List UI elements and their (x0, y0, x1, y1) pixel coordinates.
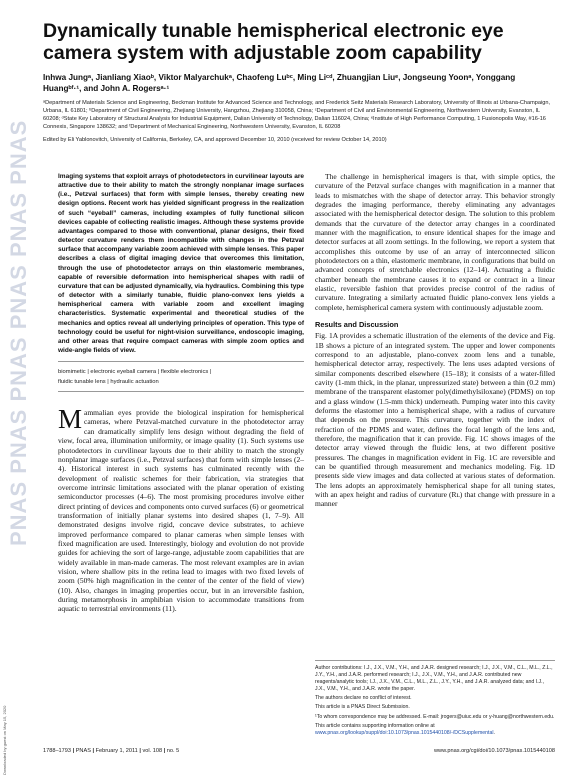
edited-by-line: Edited by Eli Yablonovitch, University of California, Berkeley, CA, and approved December 10, 2010 (received for review October 14, 2010) (43, 137, 387, 143)
abstract: Imaging systems that exploit arrays of photodetectors in curvilinear layouts are attractive due to their ability to match the strongly nonplanar image surfaces (i.e., Petzval surfaces) that form with simple lenses, thereby creating new design options. Recent work has yielded significant progress in the realization of such “eyeball” cameras, including examples of fully functional silicon devices capable of collecting realistic images. Although these systems provide advantages compared to those with conventional, planar designs, their fixed detector curvature renders them incompatible with changes in the Petzval surface that accompany variable zoom achieved with simple lenses. This paper describes a class of digital imaging device that overcomes this limitation, through the use of photodetector arrays on thin elastomeric membranes, capable of reversible deformation into hemispherical shapes with radii of curvature that can be adjusted dynamically, via hydraulics. Combining this type of detector with a similarly tunable, fluidic plano-convex lens yields a hemispherical camera with variable zoom and excellent imaging characteristics. Systematic experimental and theoretical studies of the mechanics and optics reveal all underlying principles of operation. This type of technology could be useful for night-vision surveillance, endoscopic imaging, and other areas that require compact cameras with simple zoom optics and wide-angle fields of view. (58, 173, 304, 354)
drop-cap: M (58, 404, 83, 435)
footer-doi-link[interactable]: www.pnas.org/cgi/doi/10.1073/pnas.1015440108 (434, 748, 555, 754)
author-list: Inhwa Jungᵃ, Jianliang Xiaoᵇ, Viktor Malyarchukᵃ, Chaofeng Luᵇᶜ, Ming Liᶜᵈ, Zhuangjian Liuᵉ, Jongseung Yoonᵃ, Yonggang Huangᵇᶠ·¹, and John A. Rogersᵃ·¹ (43, 73, 516, 93)
footnotes (315, 660, 555, 739)
footer-journal: PNAS (75, 748, 91, 754)
footer-date: February 1, 2011 (95, 748, 138, 754)
direct-submission-note: This article is a PNAS Direct Submission. (315, 704, 410, 711)
conflict-statement: The authors declare no conflict of interest. (315, 695, 412, 702)
author-contributions: Author contributions: I.J., J.X., V.M., Y.H., and J.A.R. designed research; I.J., J.X., V.M., C.L., M.L., Z.L., J.Y., Y.H., and J.A.R. performed research; I.J., J.X., V.M., Y.H., and J.A.R. contributed new reagents/analytic tools; I.J., J.X., V.M., C.L., M.L., Z.L., J.Y., Y.H., and J.A.R. analyzed data; and I.J., J.X., V.M., Y.H., and J.A.R. wrote the paper. (315, 665, 553, 693)
supporting-info (315, 723, 555, 737)
correspondence-note: ¹To whom correspondence may be addressed. E-mail: jrogers@uiuc.edu or y-huang@northwestern.edu. (315, 713, 555, 720)
download-note: Downloaded by guest on May 15, 2020 (2, 705, 7, 775)
supporting-info-suffix: . (493, 729, 495, 736)
affiliations: ᵃDepartment of Materials Science and Engineering, Beckman Institute for Advanced Science and Technology, and Frederick Seitz Materials Research Laboratory, University of Illinois at Urbana-Champaign, Urbana, IL 61801; ᵇDepartment of Civil Engineering, Zhejiang University, Hangzhou, Zhejiang 310058, China; ᶜDepartment of Civil and Environmental Engineering, Northwestern University, Evanston, IL 60208; ᵈState Key Laboratory of Structural Analysis for Industrial Equipment, Dalian University of Technology, Dalian 116024, China; ᵉInstitute of High Performance Computing, 1 Fusionopolis Way, #16-16 Connexis, Singapore 138632; and ᶠDepartment of Mechanical Engineering, Northwestern University, Evanston, IL 60208 (43, 100, 551, 130)
supporting-info-link[interactable]: www.pnas.org/lookup/suppl/doi:10.1073/pnas.1015440108/-/DCSupplemental (315, 729, 494, 736)
introduction (58, 404, 304, 614)
right-column (315, 172, 555, 509)
footer-volume: vol. 108 (142, 748, 163, 754)
page-footer (43, 748, 555, 754)
footer-pages: 1788–1793 (43, 748, 71, 754)
article-header (43, 20, 555, 144)
keywords-line-2: fluidic tunable lens | hydraulic actuation (58, 379, 159, 386)
keywords-line-1: biomimetic | electronic eyeball camera | flexible electronics | (58, 369, 212, 376)
intro-paragraph: ammalian eyes provide the biological inspiration for hemispherical cameras, where Petzval-matched curvature in the photodetector array can dramatically simplify lens design without degrading the field of view, focal area, illumination uniformity, or image quality (1). Such systems use photodetectors in curvilinear layouts due to their ability to match the strongly nonplanar image surfaces (i.e., Petzval surfaces) that form with simple lenses (2–4). Historical interest in such systems has culminated recently with the development of realistic schemes for their fabrication, via strategies that overcome intrinsic limitations associated with the planar operation of existing semiconductor processes (4–6). The most promising procedures involve either direct printing of devices and components onto curved surfaces (6) or geometrical transformation of initially planar systems into desired shapes (1, 7–9). All demonstrated designs involve rigid, concave device substrates, to achieve improved performance compared to planar cameras when simple lenses with fixed magnification are used. Interestingly, biology and evolution do not provide guides for achieving the sort of large-range, adjustable zoom capabilities that are widely available in man-made cameras. The most relevant examples are in avian vision, where shallow pits in the retina lead to images with two fixed levels of zoom (50% high magnification in the center of the center of the field of view) (10). Also, changes in imaging properties occur, but in an irreversible fashion, during metamorphosis in amphibian vision to accommodate transitions from aquatic to terrestrial environments (11). (58, 408, 304, 614)
results-heading: Results and Discussion (315, 320, 399, 330)
article-title: Dynamically tunable hemispherical electronic eye camera system with adjustable zoom capability (43, 20, 504, 64)
supporting-info-prefix: This article contains supporting information online at (315, 722, 435, 729)
left-column (58, 172, 304, 614)
results-paragraph: Fig. 1A provides a schematic illustration of the elements of the device and Fig. 1B shows a picture of an integrated system. The upper and lower components correspond to an adjustable, plano-convex zoom lens and a tunable, hemispherical detector array, respectively. The lens uses adapted versions of similar components described elsewhere (15–18); it consists of a water-filled cavity (1-mm thick, in the planar, unpressurized state) between a thin (0.2 mm) membrane of the transparent elastomer poly(dimethylsiloxane) (PDMS) on top and a glass window (1.5-mm thick) underneath. Pumping water into this cavity deforms the elastomer into a hemispherical shape, with a radius of curvature that depends on the pressure. This curvature, together with the index of refraction of the PDMS and water, defines the focal length of the lens and, therefore, the magnification that it can provide. Fig. 1C shows images of the detector array viewed through the fluidic lens, at two different positive pressures. The changes in magnification evident in Fig. 1C are reversible and can be quantified through measurement and mechanics modeling. Fig. 1D presents side view images and data collected at various states of deformation. The lens adopts an approximately hemispherical shape for all tuning states, with an apex height and radius of curvature (Rʟ) that change with pressure in a manner (315, 331, 555, 509)
keywords-divider (58, 391, 304, 392)
footer-issue: no. 5 (166, 748, 180, 754)
keywords (58, 361, 304, 387)
footer-citation: 1788–1793 | PNAS | February 1, 2011 | vol. 108 | no. 5 (43, 748, 180, 754)
pnas-watermark (6, 120, 31, 590)
pnas-watermark-text: PNAS PNAS PNAS PNAS PNAS PNAS (6, 120, 31, 547)
right-intro-paragraph: The challenge in hemispherical imagers is that, with simple optics, the curvature of the Petzval surface changes with magnification in a manner that leads to mismatches with the shape of detector array. This behavior strongly degrades the imaging performance, thereby eliminating any advantages associated with the hemispherical detector design. The solution to this problem demands that the curvature of the detector array changes in a coordinated manner with the magnification, to ensure identical shapes for the image and detector surfaces at all zoom settings. In the following, we report a system that accomplishes this outcome by use of an array of interconnected silicon photodetectors on a thin, elastomeric membrane, in configurations that build on advanced concepts of stretchable electronics (12–14). Actuating a fluidic chamber beneath the membrane causes it to expand or contract in a linear elastic, reversible fashion that provides precise control of the radius of curvature. Integrating a similarly actuated fluidic plano-convex lens yields a complete, hemispherical camera system with continuously adjustable zoom. (315, 172, 555, 312)
